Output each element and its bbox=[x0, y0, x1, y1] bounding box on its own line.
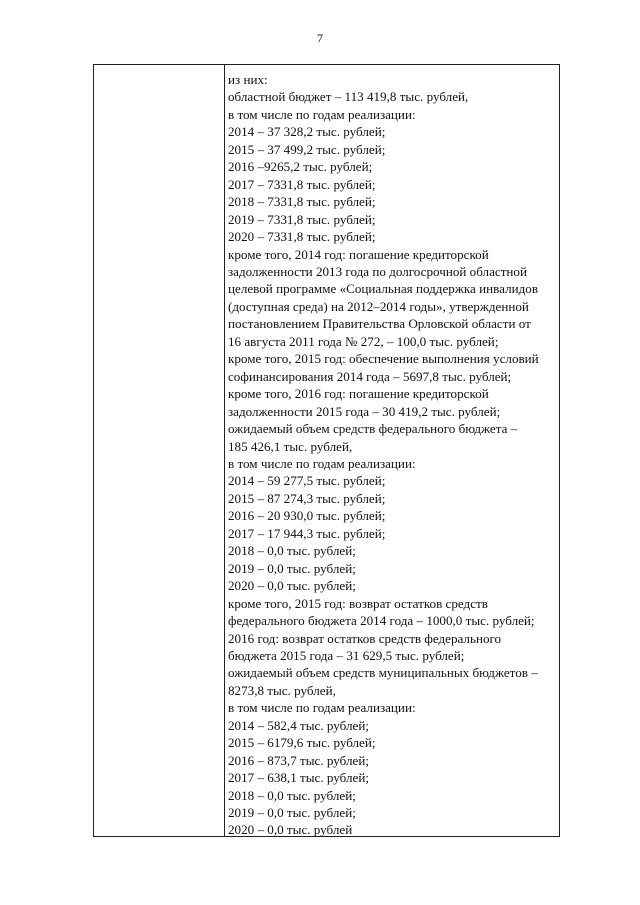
text-line: бюджета 2015 года – 31 629,5 тыс. рублей; bbox=[228, 647, 465, 663]
text-line: задолженности 2015 года – 30 419,2 тыс. рублей; bbox=[228, 403, 501, 419]
table-right-cell bbox=[228, 71, 558, 839]
text-line: 2016 – 873,7 тыс. рублей; bbox=[228, 752, 369, 768]
text-line: кроме того, 2015 год: обеспечение выполнения условий bbox=[228, 351, 539, 367]
text-line: 2016 – 20 930,0 тыс. рублей; bbox=[228, 508, 386, 524]
text-line: в том числе по годам реализации: bbox=[228, 700, 416, 716]
text-line: 2017 – 17 944,3 тыс. рублей; bbox=[228, 525, 386, 541]
text-line: ожидаемый объем средств федерального бюджета – bbox=[228, 421, 518, 437]
text-line: 2017 – 638,1 тыс. рублей; bbox=[228, 770, 369, 786]
text-line: 2019 – 7331,8 тыс. рублей; bbox=[228, 211, 376, 227]
text-line: 185 426,1 тыс. рублей, bbox=[228, 438, 353, 454]
text-line: 2016 –9265,2 тыс. рублей; bbox=[228, 159, 373, 175]
text-line: 2015 – 6179,6 тыс. рублей; bbox=[228, 735, 376, 751]
text-line: 2018 – 0,0 тыс. рублей; bbox=[228, 787, 356, 803]
text-line: в том числе по годам реализации: bbox=[228, 106, 416, 122]
text-line: 2020 – 0,0 тыс. рублей bbox=[228, 822, 353, 838]
text-line: 2018 – 0,0 тыс. рублей; bbox=[228, 543, 356, 559]
text-line: 2015 – 87 274,3 тыс. рублей; bbox=[228, 490, 386, 506]
text-line: 16 августа 2011 года № 272, – 100,0 тыс. рублей; bbox=[228, 333, 499, 349]
text-line: из них: bbox=[228, 72, 268, 87]
text-line: федерального бюджета 2014 года – 1000,0 тыс. рублей; bbox=[228, 613, 535, 629]
table-left-cell bbox=[94, 65, 224, 836]
text-line: (доступная среда) на 2012–2014 годы», утвержденной bbox=[228, 298, 529, 314]
text-line: кроме того, 2015 год: возврат остатков средств bbox=[228, 595, 488, 611]
text-line: 2014 – 37 328,2 тыс. рублей; bbox=[228, 124, 386, 140]
text-line: 2019 – 0,0 тыс. рублей; bbox=[228, 560, 356, 576]
text-line: софинансирования 2014 года – 5697,8 тыс. рублей; bbox=[228, 368, 512, 384]
text-line: кроме того, 2016 год: погашение кредиторской bbox=[228, 386, 489, 402]
text-line: целевой программе «Социальная поддержка инвалидов bbox=[228, 281, 538, 297]
funding-table bbox=[93, 64, 560, 837]
text-line: 2014 – 582,4 тыс. рублей; bbox=[228, 717, 369, 733]
column-divider bbox=[224, 65, 225, 836]
text-line: 8273,8 тыс. рублей, bbox=[228, 682, 336, 698]
text-line: 2020 – 7331,8 тыс. рублей; bbox=[228, 229, 376, 245]
text-line: ожидаемый объем средств муниципальных бюджетов – bbox=[228, 665, 538, 681]
text-line: областной бюджет – 113 419,8 тыс. рублей, bbox=[228, 89, 469, 105]
text-line: кроме того, 2014 год: погашение кредиторской bbox=[228, 246, 489, 262]
text-line: 2014 – 59 277,5 тыс. рублей; bbox=[228, 473, 386, 489]
text-line: 2017 – 7331,8 тыс. рублей; bbox=[228, 176, 376, 192]
text-line: 2015 – 37 499,2 тыс. рублей; bbox=[228, 141, 386, 157]
text-line: 2019 – 0,0 тыс. рублей; bbox=[228, 805, 356, 821]
text-line: постановлением Правительства Орловской области от bbox=[228, 316, 531, 332]
page-number: 7 bbox=[317, 31, 323, 45]
text-line: задолженности 2013 года по долгосрочной областной bbox=[228, 263, 527, 279]
text-line: в том числе по годам реализации: bbox=[228, 455, 416, 471]
text-line: 2016 год: возврат остатков средств федерального bbox=[228, 630, 502, 646]
text-line: 2020 – 0,0 тыс. рублей; bbox=[228, 578, 356, 594]
text-line: 2018 – 7331,8 тыс. рублей; bbox=[228, 194, 376, 210]
